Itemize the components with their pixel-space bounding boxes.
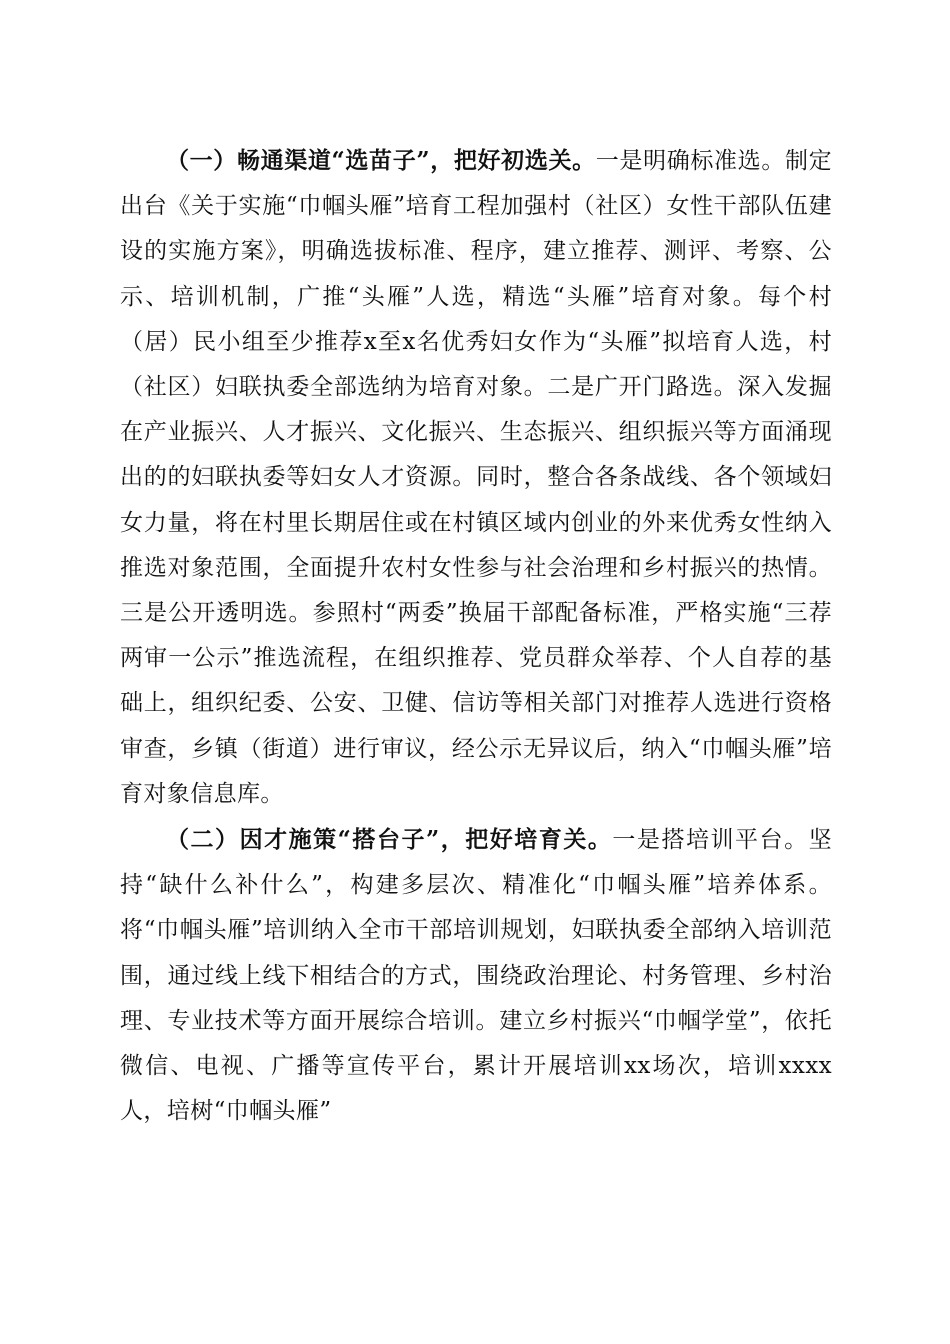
document-page <box>120 138 832 1134</box>
paragraph-2-body: 一是搭培训平台。坚持“缺什么补什么”，构建多层次、精准化“巾帼头雁”培养体系。将“巾帼头雁”培训纳入全市干部培训规划，妇联执委全部纳入培训范围，通过线上线下相结合的方式，围绕政治理论、村务管理、乡村治理、专业技术等方面开展综合培训。建立乡村振兴“巾帼学堂”，依托微信、电视、广播等宣传平台，累计开展培训xx场次，培训xxxx人，培树“巾帼头雁” <box>120 827 832 1125</box>
paragraph-1 <box>120 138 832 817</box>
paragraph-2-heading: （二）因才施策“搭台子”，把好培育关。 <box>166 826 613 854</box>
paragraph-1-heading: （一）畅通渠道“选苗子”，把好初选关。 <box>166 147 596 174</box>
paragraph-1-body: 一是明确标准选。制定出台《关于实施“巾帼头雁”培育工程加强村（社区）女性干部队伍建设的实施方案》，明确选拔标准、程序，建立推荐、测评、考察、公示、培训机制，广推“头雁”人选，精选“头雁”培育对象。每个村（居）民小组至少推荐x至x名优秀妇女作为“头雁”拟培育人选，村（社区）妇联执委全部选纳为培育对象。二是广开门路选。深入发掘在产业振兴、人才振兴、文化振兴、生态振兴、组织振兴等方面涌现出的的妇联执委等妇女人才资源。同时，整合各条战线、各个领域妇女力量，将在村里长期居住或在村镇区域内创业的外来优秀女性纳入推选对象范围，全面提升农村女性参与社会治理和乡村振兴的热情。三是公开透明选。参照村“两委”换届干部配备标准，严格实施“三荐两审一公示”推选流程，在组织推荐、党员群众举荐、个人自荐的基础上，组织纪委、公安、卫健、信访等相关部门对推荐人选进行资格审查，乡镇（街道）进行审议，经公示无异议后，纳入“巾帼头雁”培育对象信息库。 <box>120 148 833 807</box>
paragraph-2 <box>120 817 832 1134</box>
